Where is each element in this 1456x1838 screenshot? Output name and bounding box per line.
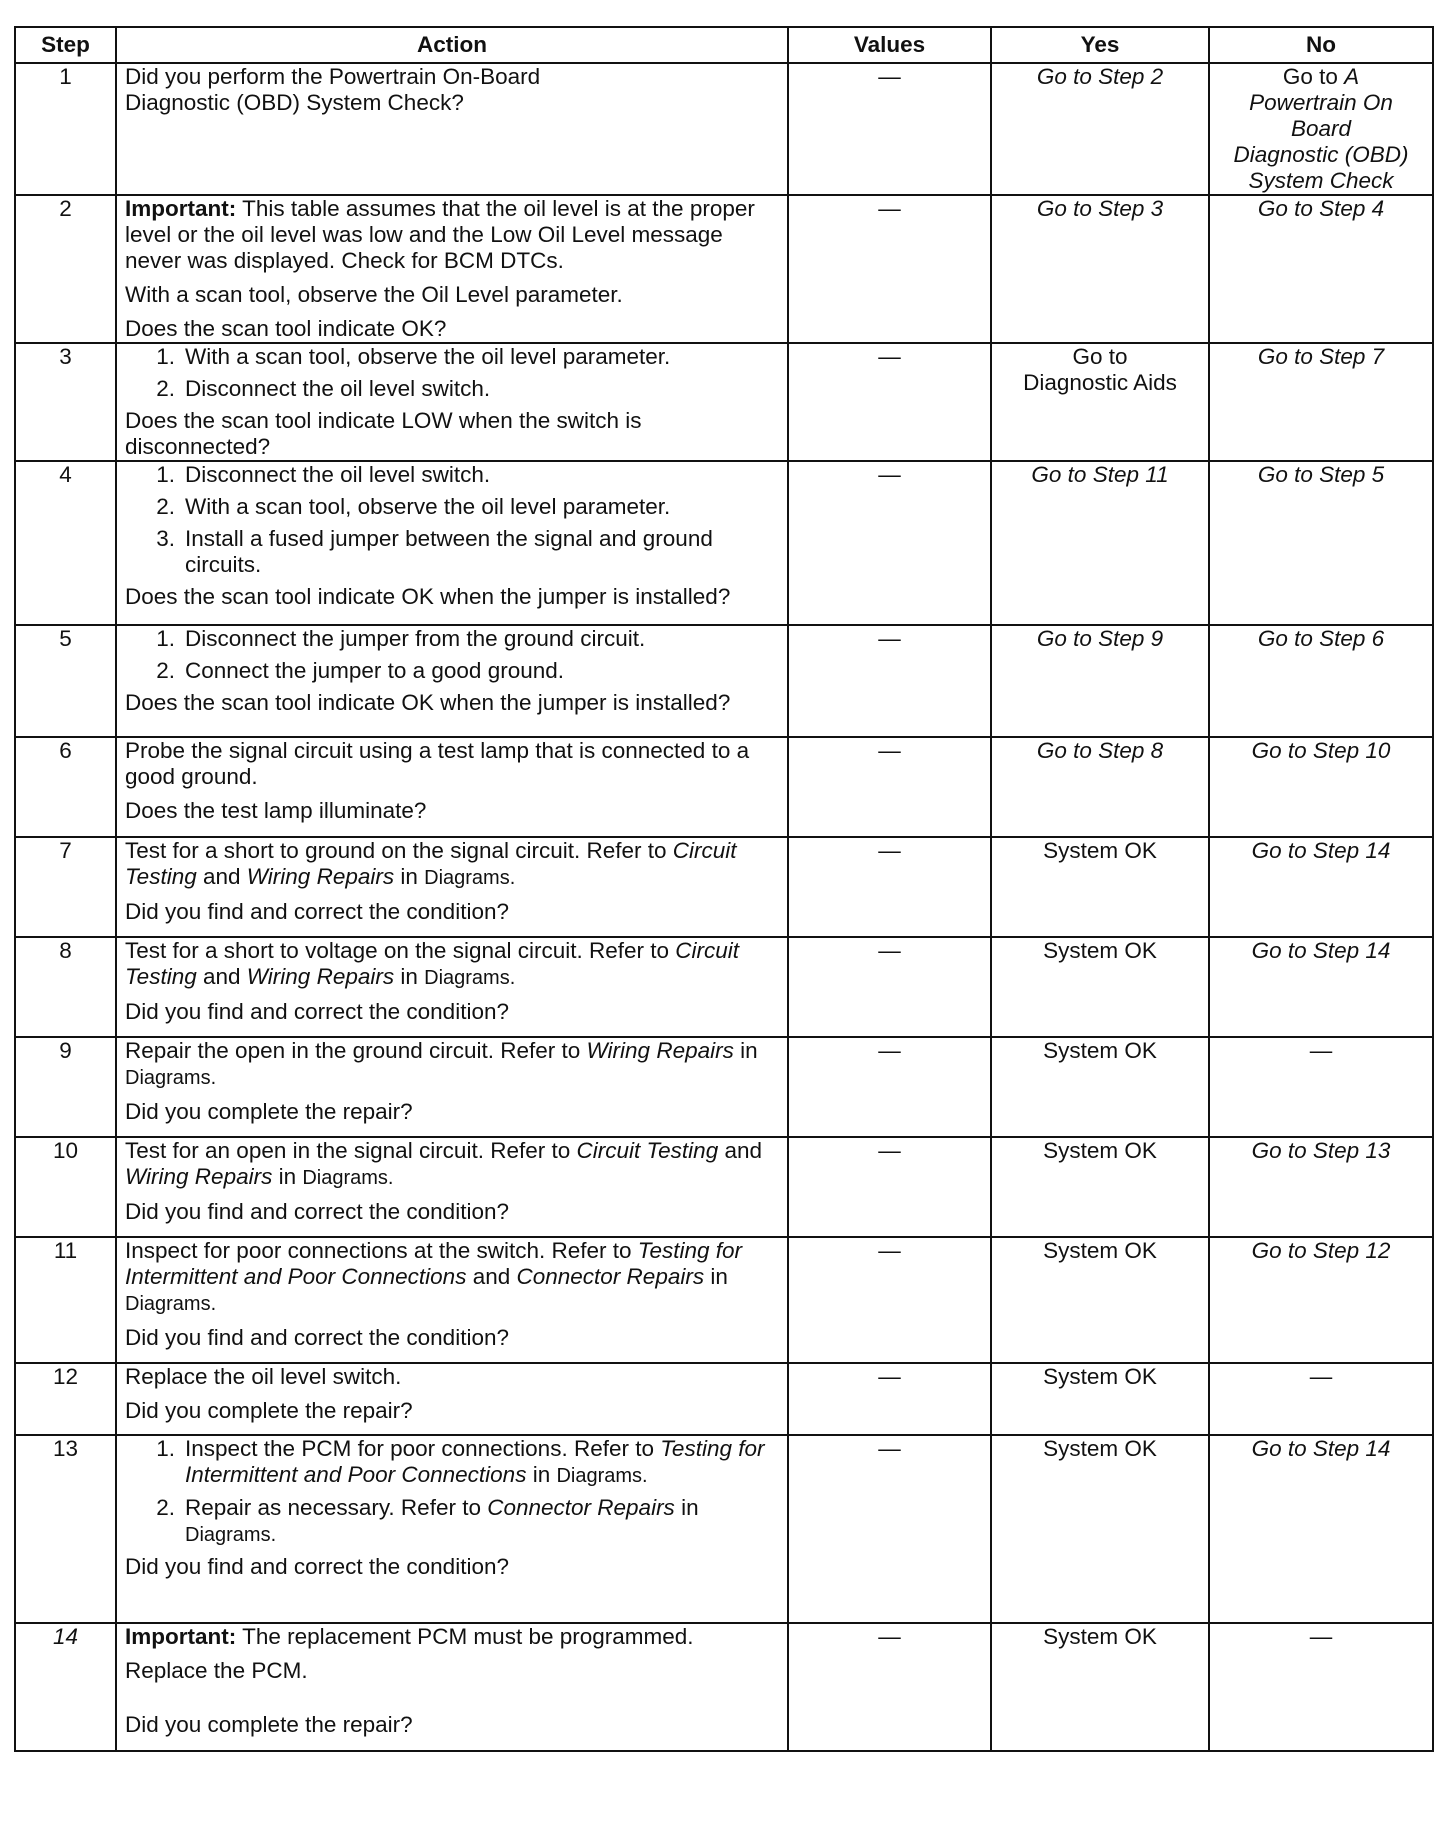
action-question: Does the scan tool indicate OK when the jumper is installed? [125,584,731,609]
no-link: Board [1290,116,1352,141]
action-cell [116,737,788,837]
values-cell: — [788,837,991,937]
action-cell [116,195,788,343]
values-cell: — [788,461,991,625]
values-cell: — [788,937,991,1037]
no-cell [1209,63,1433,195]
action-text: Replace the PCM. [125,1658,308,1683]
action-cell [116,461,788,625]
yes-cell: System OK [991,837,1209,937]
action-cell [116,63,788,195]
action-text: Did you perform the Powertrain On-Board [125,64,541,89]
table-row [15,195,1433,343]
important-label: Important: [125,1624,237,1649]
step-number: 9 [15,1037,116,1137]
list-item: 2. Disconnect the oil level switch. [156,376,491,401]
action-cell: Test for a short to voltage on the signal circuit. Refer to Circuit Testing and Wiring Repairs in Diagrams. Did you find and correct the condition? [116,937,788,1037]
step-number: 11 [15,1237,116,1363]
action-text: Diagnostic (OBD) System Check? [125,90,464,115]
step-number: 3 [15,343,116,461]
values-cell: — [788,1623,991,1751]
list-item: 1. Disconnect the oil level switch. [156,462,491,487]
list-item: 1. With a scan tool, observe the oil level parameter. [156,344,671,369]
yes-cell: Go to Step 3 [991,195,1209,343]
list-item: 3. Install a fused jumper between the signal and ground circuits. [156,526,713,577]
step-number: 4 [15,461,116,625]
header-action: Action [116,27,788,63]
action-cell: Test for a short to ground on the signal circuit. Refer to Circuit Testing and Wiring Repairs in Diagrams. Did you find and correct the condition? [116,837,788,937]
yes-cell: System OK [991,1137,1209,1237]
no-link: Powertrain On [1249,90,1393,115]
action-question: Does the scan tool indicate OK? [125,316,447,341]
action-cell: Test for an open in the signal circuit. Refer to Circuit Testing and Wiring Repairs in Diagrams. Did you find and correct the condition? [116,1137,788,1237]
table-row [15,1363,1433,1435]
values-cell: — [788,625,991,737]
diagnostic-table [14,26,1434,1752]
action-question: Does the scan tool indicate OK when the jumper is installed? [125,690,731,715]
step-number: 12 [15,1363,116,1435]
important-text: This table assumes that the oil level is at the proper level or the oil level was low and the Low Oil Level message never was displayed. Check for BCM DTCs. [125,196,755,273]
action-text: Replace the oil level switch. [125,1364,402,1389]
list-item: 2. Connect the jumper to a good ground. [156,658,565,683]
step-number: 10 [15,1137,116,1237]
header-step: Step [15,27,116,63]
no-cell: Go to Step 12 [1209,1237,1433,1363]
table-row [15,343,1433,461]
yes-cell: Go to Step 2 [991,63,1209,195]
values-cell: — [788,1363,991,1435]
action-cell [116,343,788,461]
no-link: Diagnostic (OBD) [1233,142,1409,167]
table-row [15,1137,1433,1237]
header-yes: Yes [991,27,1209,63]
no-cell: Go to Step 7 [1209,343,1433,461]
list-item: 2. Repair as necessary. Refer to Connector Repairs in Diagrams. [156,1495,699,1546]
list-item: 1. Disconnect the jumper from the ground circuit. [156,626,646,651]
yes-cell: System OK [991,1435,1209,1623]
step-number: 5 [15,625,116,737]
values-cell: — [788,1435,991,1623]
values-cell: — [788,1037,991,1137]
no-prefix: Go to [1282,64,1338,89]
table-row [15,1037,1433,1137]
values-cell: — [788,1237,991,1363]
action-cell: Inspect for poor connections at the switch. Refer to Testing for Intermittent and Poor Connections and Connector Repairs in Diagrams. Did you find and correct the condition? [116,1237,788,1363]
action-cell [116,625,788,737]
action-question: Did you complete the repair? [125,1712,413,1737]
action-question: Did you complete the repair? [125,1099,413,1124]
list-item: 2. With a scan tool, observe the oil level parameter. [156,494,671,519]
table-row [15,625,1433,737]
action-cell [116,1363,788,1435]
table-row [15,937,1433,1037]
yes-cell: System OK [991,1237,1209,1363]
no-cell: — [1209,1037,1433,1137]
action-question: Does the test lamp illuminate? [125,798,427,823]
yes-cell: Go to Step 9 [991,625,1209,737]
step-number: 14 [15,1623,116,1751]
action-cell [116,1623,788,1751]
important-label: Important: [125,196,237,221]
no-link: System Check [1248,168,1394,193]
no-cell: — [1209,1623,1433,1751]
table-row [15,737,1433,837]
values-cell: — [788,343,991,461]
no-cell: Go to Step 14 [1209,1435,1433,1623]
step-number: 1 [15,63,116,195]
table-row [15,837,1433,937]
no-cell: Go to Step 14 [1209,937,1433,1037]
yes-cell: System OK [991,1037,1209,1137]
yes-cell: Go to Step 11 [991,461,1209,625]
action-question: Did you find and correct the condition? [125,899,509,924]
list-item: 1. Inspect the PCM for poor connections. Refer to Testing for Intermittent and Poor Connections in Diagrams. [156,1436,765,1487]
values-cell: — [788,195,991,343]
action-cell [116,1435,788,1623]
step-number: 7 [15,837,116,937]
no-cell: — [1209,1363,1433,1435]
step-number: 2 [15,195,116,343]
step-number: 8 [15,937,116,1037]
table-row [15,1435,1433,1623]
no-cell: Go to Step 5 [1209,461,1433,625]
no-cell: Go to Step 13 [1209,1137,1433,1237]
values-cell: — [788,1137,991,1237]
action-text: With a scan tool, observe the Oil Level parameter. [125,282,623,307]
action-question: Did you complete the repair? [125,1398,413,1423]
no-cell: Go to Step 14 [1209,837,1433,937]
table-row [15,63,1433,195]
yes-cell: Go to Step 8 [991,737,1209,837]
table-row [15,1237,1433,1363]
action-text: Probe the signal circuit using a test lamp that is connected to a good ground. [125,738,750,789]
action-cell: Repair the open in the ground circuit. Refer to Wiring Repairs in Diagrams. Did you complete the repair? [116,1037,788,1137]
table-row [15,1623,1433,1751]
action-question: Did you find and correct the condition? [125,1554,509,1579]
step-number: 6 [15,737,116,837]
values-cell: — [788,737,991,837]
yes-cell: System OK [991,937,1209,1037]
no-link: A [1344,64,1360,89]
important-text: The replacement PCM must be programmed. [236,1624,694,1649]
no-cell: Go to Step 10 [1209,737,1433,837]
header-row [15,27,1433,63]
step-number: 13 [15,1435,116,1623]
action-question: Did you find and correct the condition? [125,1325,509,1350]
yes-cell: System OK [991,1623,1209,1751]
action-question: Did you find and correct the condition? [125,1199,509,1224]
action-question: Did you find and correct the condition? [125,999,509,1024]
values-cell: — [788,63,991,195]
header-values: Values [788,27,991,63]
action-question: Does the scan tool indicate LOW when the switch is disconnected? [125,408,642,459]
yes-cell: Go to Diagnostic Aids [991,343,1209,461]
yes-cell: System OK [991,1363,1209,1435]
header-no: No [1209,27,1433,63]
no-cell: Go to Step 4 [1209,195,1433,343]
table-row [15,461,1433,625]
no-cell: Go to Step 6 [1209,625,1433,737]
